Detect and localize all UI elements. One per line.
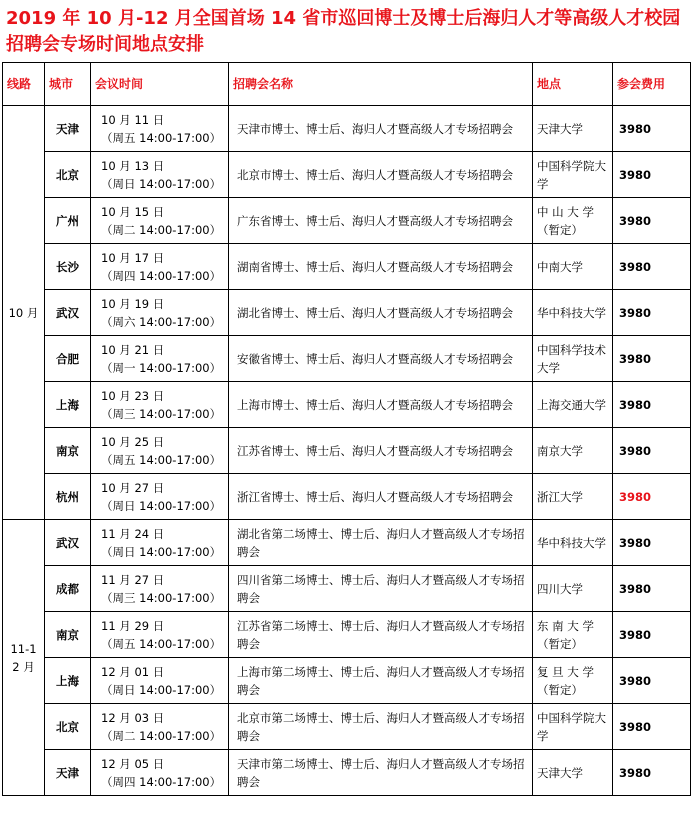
fee-cell: 3980 [613,750,691,796]
table-row [3,336,691,382]
fair-name-cell: 天津市第二场博士、博士后、海归人才暨高级人才专场招聘会 [229,750,533,796]
header-route: 线路 [3,63,45,106]
time-text: （周日 14:00-17:00） [101,682,222,697]
time-cell [91,382,229,428]
time-cell [91,336,229,382]
header-fee: 参会费用 [613,63,691,106]
fair-name-cell: 江苏省第二场博士、博士后、海归人才暨高级人才专场招聘会 [229,612,533,658]
time-cell [91,428,229,474]
fair-name-cell: 浙江省博士、博士后、海归人才暨高级人才专场招聘会 [229,474,533,520]
fee-cell: 3980 [613,336,691,382]
date-text: 10 月 13 日 [101,158,165,173]
fee-cell: 3980 [613,566,691,612]
header-city: 城市 [45,63,91,106]
fair-name-cell: 湖北省博士、博士后、海归人才暨高级人才专场招聘会 [229,290,533,336]
fee-cell: 3980 [613,198,691,244]
fair-name-cell: 上海市博士、博士后、海归人才暨高级人才专场招聘会 [229,382,533,428]
table-row [3,244,691,290]
time-cell [91,198,229,244]
table-row [3,750,691,796]
location-cell: 复 旦 大 学（暂定） [533,658,613,704]
fair-name-cell: 北京市博士、博士后、海归人才暨高级人才专场招聘会 [229,152,533,198]
time-text: （周日 14:00-17:00） [101,498,222,513]
fee-cell: 3980 [613,704,691,750]
location-cell: 东 南 大 学（暂定） [533,612,613,658]
city-cell: 南京 [45,612,91,658]
table-row [3,704,691,750]
page-title: 2019 年 10 月-12 月全国首场 14 省市巡回博士及博士后海归人才等高级人才校园招聘会专场时间地点安排 [6,8,681,55]
time-text: （周五 14:00-17:00） [101,636,222,651]
fair-name-cell: 广东省博士、博士后、海归人才暨高级人才专场招聘会 [229,198,533,244]
date-text: 11 月 24 日 [101,526,165,541]
time-text: （周三 14:00-17:00） [101,590,222,605]
location-cell: 天津大学 [533,106,613,152]
table-row [3,566,691,612]
city-cell: 南京 [45,428,91,474]
city-cell: 武汉 [45,290,91,336]
location-cell: 中国科学院大学 [533,152,613,198]
fee-cell: 3980 [613,428,691,474]
time-cell [91,290,229,336]
time-cell [91,520,229,566]
fee-cell: 3980 [613,612,691,658]
fair-name-cell: 湖北省第二场博士、博士后、海归人才暨高级人才专场招聘会 [229,520,533,566]
fee-cell: 3980 [613,382,691,428]
fee-cell: 3980 [613,106,691,152]
time-text: （周六 14:00-17:00） [101,314,222,329]
table-row [3,290,691,336]
table-row [3,152,691,198]
city-cell: 合肥 [45,336,91,382]
location-cell: 中南大学 [533,244,613,290]
schedule-table [2,62,691,796]
date-text: 12 月 01 日 [101,664,165,679]
location-cell: 天津大学 [533,750,613,796]
table-row [3,520,691,566]
time-text: （周四 14:00-17:00） [101,774,222,789]
time-text: （周日 14:00-17:00） [101,176,222,191]
city-cell: 杭州 [45,474,91,520]
fee-cell: 3980 [613,290,691,336]
fair-name-cell: 天津市博士、博士后、海归人才暨高级人才专场招聘会 [229,106,533,152]
fee-cell: 3980 [613,658,691,704]
header-location: 地点 [533,63,613,106]
time-cell [91,658,229,704]
fee-cell: 3980 [613,474,691,520]
fair-name-cell: 上海市第二场博士、博士后、海归人才暨高级人才专场招聘会 [229,658,533,704]
table-row [3,474,691,520]
location-cell: 中国科学技术大学 [533,336,613,382]
table-row [3,198,691,244]
date-text: 10 月 25 日 [101,434,165,449]
city-cell: 成都 [45,566,91,612]
time-text: （周三 14:00-17:00） [101,406,222,421]
location-cell: 华中科技大学 [533,290,613,336]
time-cell [91,244,229,290]
city-cell: 上海 [45,382,91,428]
location-cell: 华中科技大学 [533,520,613,566]
time-cell [91,612,229,658]
location-cell: 中国科学院大学 [533,704,613,750]
date-text: 12 月 05 日 [101,756,165,771]
city-cell: 北京 [45,704,91,750]
time-text: （周日 14:00-17:00） [101,544,222,559]
time-cell [91,474,229,520]
time-text: （周五 14:00-17:00） [101,130,222,145]
time-text: （周二 14:00-17:00） [101,222,222,237]
route-group-oct: 10 月 [3,106,45,520]
city-cell: 上海 [45,658,91,704]
time-text: （周四 14:00-17:00） [101,268,222,283]
route-group-nov-dec: 11-1 2 月 [3,520,45,796]
date-text: 11 月 29 日 [101,618,165,633]
location-cell: 中 山 大 学（暂定） [533,198,613,244]
table-header-row [3,63,691,106]
city-cell: 广州 [45,198,91,244]
table-row [3,106,691,152]
fair-name-cell: 四川省第二场博士、博士后、海归人才暨高级人才专场招聘会 [229,566,533,612]
fair-name-cell: 湖南省博士、博士后、海归人才暨高级人才专场招聘会 [229,244,533,290]
time-cell [91,566,229,612]
location-cell: 上海交通大学 [533,382,613,428]
location-cell: 浙江大学 [533,474,613,520]
city-cell: 天津 [45,750,91,796]
date-text: 12 月 03 日 [101,710,165,725]
time-text: （周五 14:00-17:00） [101,452,222,467]
date-text: 10 月 19 日 [101,296,165,311]
date-text: 10 月 23 日 [101,388,165,403]
table-row [3,612,691,658]
fee-cell: 3980 [613,152,691,198]
table-row [3,428,691,474]
date-text: 10 月 15 日 [101,204,165,219]
time-cell [91,106,229,152]
header-name: 招聘会名称 [229,63,533,106]
date-text: 10 月 27 日 [101,480,165,495]
header-time: 会议时间 [91,63,229,106]
city-cell: 长沙 [45,244,91,290]
city-cell: 天津 [45,106,91,152]
fair-name-cell: 江苏省博士、博士后、海归人才暨高级人才专场招聘会 [229,428,533,474]
date-text: 10 月 21 日 [101,342,165,357]
city-cell: 武汉 [45,520,91,566]
time-cell [91,704,229,750]
time-cell [91,152,229,198]
location-cell: 南京大学 [533,428,613,474]
table-row [3,382,691,428]
date-text: 10 月 11 日 [101,112,165,127]
time-cell [91,750,229,796]
fair-name-cell: 安徽省博士、博士后、海归人才暨高级人才专场招聘会 [229,336,533,382]
table-row [3,658,691,704]
date-text: 11 月 27 日 [101,572,165,587]
fair-name-cell: 北京市第二场博士、博士后、海归人才暨高级人才专场招聘会 [229,704,533,750]
fee-cell: 3980 [613,520,691,566]
location-cell: 四川大学 [533,566,613,612]
date-text: 10 月 17 日 [101,250,165,265]
time-text: （周一 14:00-17:00） [101,360,222,375]
time-text: （周二 14:00-17:00） [101,728,222,743]
city-cell: 北京 [45,152,91,198]
fee-cell: 3980 [613,244,691,290]
